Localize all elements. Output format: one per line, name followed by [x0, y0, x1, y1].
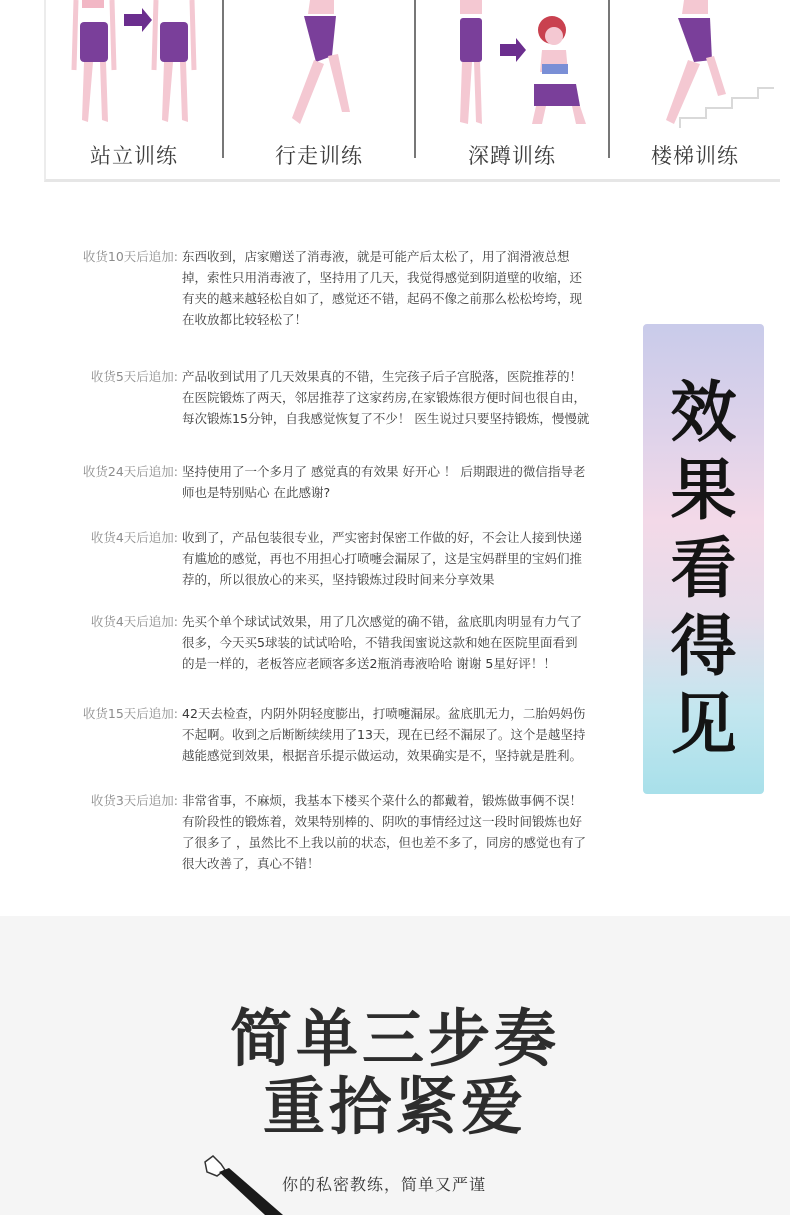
- training-panel-standing: [46, 0, 222, 182]
- stairs-figure-icon: [610, 0, 780, 135]
- training-label-squat: 深蹲训练: [468, 144, 556, 168]
- effect-banner: [643, 324, 764, 794]
- review-tag: 收货4天后追加:: [90, 530, 178, 545]
- steps-headline: 简单三步奏: [229, 1002, 560, 1075]
- review-tag: 收货4天后追加:: [90, 614, 178, 629]
- effect-banner-char: 看: [670, 530, 737, 607]
- review-tag: 收货24天后追加:: [82, 464, 178, 479]
- hand-pointer-icon: [195, 1154, 285, 1215]
- steps-section: [0, 916, 790, 1215]
- review-line: 掉，索性只用消毒液了，坚持用了几天，我觉得感觉到阴道壁的收缩，还: [182, 270, 583, 285]
- review-line: 每次锻炼15分钟，自我感觉恢复了不少！ 医生说过只要坚持锻炼，慢慢就: [182, 411, 590, 426]
- training-panel-walking: [224, 0, 414, 182]
- effect-banner-char: 见: [670, 686, 737, 763]
- review-line: 坚持使用了一个多月了 感觉真的有效果 好开心 ！ 后期跟进的微信指导老: [182, 464, 586, 479]
- training-strip: [0, 0, 790, 195]
- effect-banner-char: 效: [670, 374, 737, 451]
- training-panel-squat: [416, 0, 608, 182]
- review-line: 师也是特别贴心 在此感谢?: [182, 485, 331, 500]
- effect-banner-text: [643, 374, 764, 764]
- review-line: 不起啊。收到之后断断续续用了13天，现在已经不漏尿了。这个是越坚持: [182, 727, 586, 742]
- review-line: 很多，今天买5球装的试试哈哈，不错我闺蜜说这款和她在医院里面看到: [182, 635, 578, 650]
- effect-banner-char: 果: [670, 452, 737, 529]
- review-line: 有夹的越来越轻松自如了，感觉还不错，起码不像之前那么松松垮垮，现: [182, 291, 583, 306]
- review-line: 42天去检查，内阴外阴轻度膨出，打喷嚏漏尿。盆底肌无力，二胎妈妈伤: [182, 706, 586, 721]
- review-line: 越能感觉到效果，根据音乐提示做运动，效果确实是不，坚持就是胜利。: [182, 748, 583, 763]
- steps-subtitle: 你的私密教练，简单又严谨: [282, 1175, 487, 1194]
- training-label-standing: 站立训练: [90, 144, 178, 168]
- review-line: 很大改善了，真心不错！: [182, 856, 320, 871]
- review-line: 有阶段性的锻炼着，效果特别棒的、阴吹的事情经过这一段时间锻炼也好: [182, 814, 583, 829]
- review-line: 了很多了 ，虽然比不上我以前的状态，但也差不多了，同房的感觉也有了: [182, 835, 586, 850]
- review-tag: 收货3天后追加:: [90, 793, 178, 808]
- walking-figure-icon: [224, 0, 414, 135]
- review-line: 荐的，所以很放心的来买，坚持锻炼过段时间来分享效果: [182, 572, 495, 587]
- review-text: [182, 527, 622, 590]
- review-text: [182, 366, 622, 429]
- review-tag: 收货5天后追加:: [90, 369, 178, 384]
- squat-figure-icon: [416, 0, 608, 135]
- effect-banner-char: 得: [670, 608, 737, 685]
- review-line: 的是一样的，老板答应老顾客多送2瓶消毒液哈哈 谢谢 5星好评！！: [182, 656, 556, 671]
- review-text: [182, 703, 622, 766]
- review-text: [182, 611, 622, 674]
- review-line: 在收放都比较轻松了！: [182, 312, 308, 327]
- review-text: [182, 461, 622, 503]
- review-line: 收到了，产品包装很专业，严实密封保密工作做的好，不会让人接到快递: [182, 530, 583, 545]
- training-label-stairs: 楼梯训练: [651, 144, 739, 168]
- review-line: 产品收到试用了几天效果真的不错，生完孩子后子宫脱落，医院推荐的！: [182, 369, 583, 384]
- review-line: 有尴尬的感觉，再也不用担心打喷嚏会漏尿了，这是宝妈群里的宝妈们推: [182, 551, 583, 566]
- review-tag: 收货15天后追加:: [82, 706, 178, 721]
- review-tag: 收货10天后追加:: [82, 249, 178, 264]
- standing-figure-icon: [46, 0, 222, 135]
- steps-subheadline: 重拾紧爱: [262, 1070, 527, 1143]
- review-text: [182, 790, 622, 874]
- training-label-walking: 行走训练: [275, 144, 363, 168]
- review-line: 先买个单个球试试效果，用了几次感觉的确不错，盆底肌肉明显有力气了: [182, 614, 583, 629]
- review-text: [182, 246, 622, 330]
- review-line: 东西收到，店家赠送了消毒液，就是可能产后太松了，用了润滑液总想: [182, 249, 570, 264]
- review-line: 非常省事，不麻烦，我基本下楼买个菜什么的都戴着，锻炼做事俩不误！: [182, 793, 583, 808]
- review-line: 在医院锻炼了两天，邻居推荐了这家药房,在家锻炼很方便时间也很自由，: [182, 390, 586, 405]
- training-panel-stairs: [610, 0, 780, 182]
